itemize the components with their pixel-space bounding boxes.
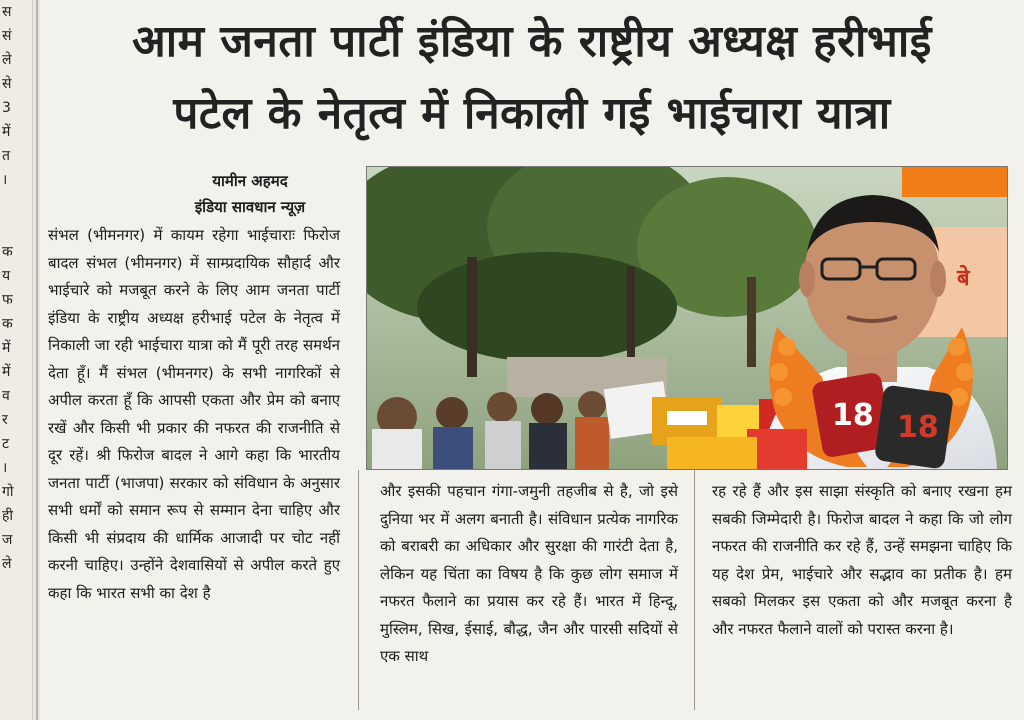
adjacent-text-fragment: फ — [2, 292, 13, 308]
article-column-3: रह रहे हैं और इस साझा संस्कृति को बनाए रखना हम सबकी जिम्मेदारी है। फिरोज बादल ने कहा कि जो लोग नफरत की राजनीति कर रहे हैं, उन्हें समझना चाहिए कि यह देश प्रेम, भाईचारे और सद्भाव का प्रतीक है। हम सबको मिलकर इस एकता को और मजबूत करना है और नफरत फैलाने वालों को परास्त करना है। — [712, 482, 1012, 638]
adjacent-text-fragment: सं — [2, 28, 12, 44]
adjacent-text-fragment: । — [2, 172, 8, 188]
adjacent-text-fragment: ज — [2, 532, 13, 548]
byline-publication: इंडिया सावधान न्यूज़ — [194, 198, 306, 216]
column-divider — [36, 0, 38, 720]
news-photo-illustration — [367, 167, 1007, 469]
adjacent-text-fragment: र — [2, 412, 8, 428]
adjacent-text-fragment: क — [2, 316, 13, 332]
byline-author: यामीन अहमद — [212, 172, 288, 190]
news-photo — [366, 166, 1008, 470]
headline-line-2: पटेल के नेतृत्व में निकाली गई भाईचारा यात्रा — [173, 88, 891, 139]
adjacent-text-fragment: ले — [2, 556, 12, 572]
article-column-1: संभल (भीमनगर) में कायम रहेगा भाईचाराः फिरोज बादल संभल (भीमनगर) में साम्प्रदायिक सौहार्द और भाईचारे को मजबूत करने के लिए आम जनता पार्टी इंडिया के राष्ट्रीय अध्यक्ष हरीभाई पटेल के नेतृत्व में निकाली जा रही भाईचारा यात्रा को मैं पूरी तरह समर्थन देता हूँ। मैं संभल (भीमनगर) के सभी नागरिकों से अपील करता हूँ कि आपसी एकता और प्रेम को बनाए रखें और किसी भी प्रकार की नफरत की राजनीति से दूर रहें। श्री फिरोज बादल ने आगे कहा कि भारतीय जनता पार्टी (भाजपा) सरकार को संविधान के अनुसार सभी धर्मों को समान रूप से सम्मान देना चाहिए और किसी भी संप्रदाय की धार्मिक आजादी पर चोट नहीं करनी चाहिए। उन्होंने देशवासियों से अपील करते हुए कहा कि भारत सभी का देश है — [48, 226, 340, 602]
adjacent-text-fragment: क — [2, 244, 13, 260]
headline-line-1: आम जनता पार्टी इंडिया के राष्ट्रीय अध्यक्ष हरीभाई — [132, 16, 932, 67]
adjacent-text-fragment: से — [2, 76, 12, 92]
banner-text: बे — [957, 266, 970, 291]
adjacent-text-fragment: स — [2, 4, 12, 20]
mic-label-1: 18 — [832, 398, 874, 433]
byline — [140, 168, 360, 220]
mic-label-2: 18 — [897, 410, 939, 445]
adjacent-text-fragment: गो — [2, 484, 14, 500]
column-rule-2 — [694, 470, 695, 710]
adjacent-text-fragment: व — [2, 388, 10, 404]
adjacent-text-fragment: में — [2, 364, 11, 380]
adjacent-text-fragment: 3 — [2, 100, 11, 116]
adjacent-text-fragment: ले — [2, 52, 12, 68]
adjacent-text-fragment — [0, 192, 32, 240]
column-rule-1 — [358, 470, 359, 710]
adjacent-text-fragment: ट — [2, 436, 10, 452]
newspaper-page — [40, 0, 1024, 720]
adjacent-text-fragment: त — [2, 148, 10, 164]
adjacent-text-fragment: में — [2, 124, 11, 140]
adjacent-text-fragment: य — [2, 268, 11, 284]
adjacent-text-fragment: । — [2, 460, 8, 476]
adjacent-text-fragment: में — [2, 340, 11, 356]
adjacent-text-fragment: ही — [2, 508, 14, 524]
article-column-2: और इसकी पहचान गंगा-जमुनी तहजीब से है, जो इसे दुनिया भर में अलग बनाती है। संविधान प्रत्येक नागरिक को बराबरी का अधिकार और सुरक्षा की गारंटी देता है, लेकिन यह चिंता का विषय है कि कुछ लोग समाज में नफरत फैलाने का प्रयास कर रहे हैं। भारत में हिन्दू, मुस्लिम, सिख, ईसाई, बौद्ध, जैन और पारसी सदियों से एक साथ — [380, 482, 678, 665]
adjacent-column-fragment — [0, 0, 33, 720]
headline — [40, 6, 1024, 156]
